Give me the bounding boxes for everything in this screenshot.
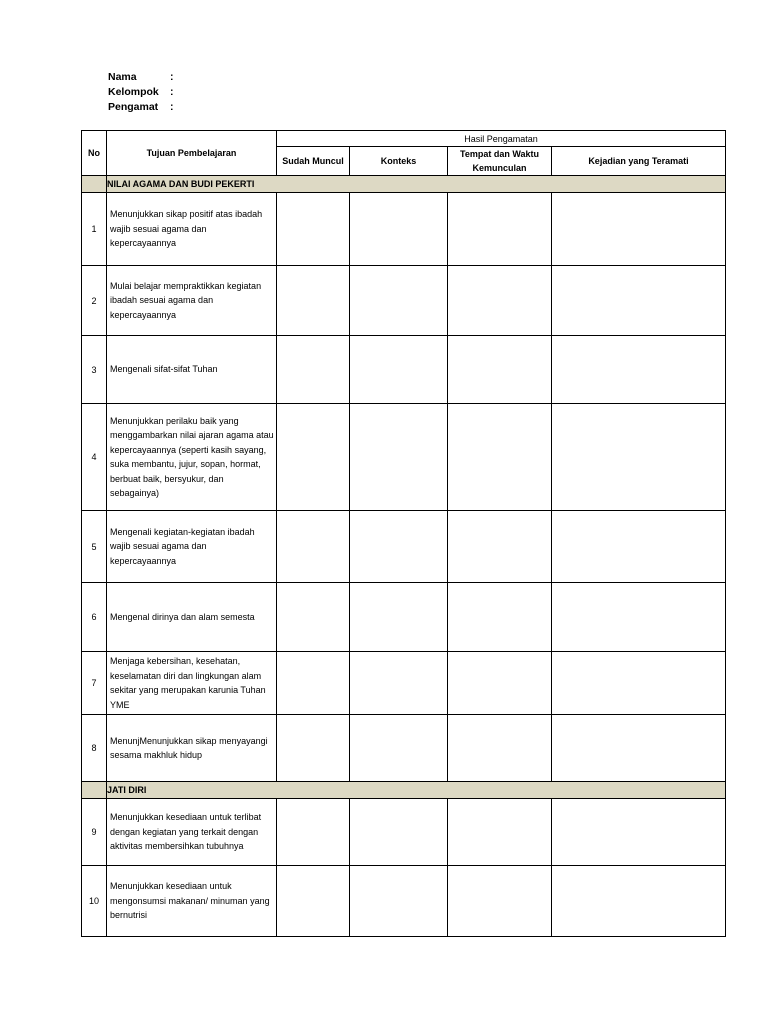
cell-tempat-waktu[interactable] [448,193,552,266]
section-title: JATI DIRI [107,782,726,799]
row-no: 8 [82,715,107,782]
field-label: Kelompok [108,86,159,98]
row-no: 2 [82,266,107,336]
row-no: 3 [82,336,107,404]
section-blank-cell [82,176,107,193]
cell-kejadian[interactable] [552,336,726,404]
cell-tempat-waktu[interactable] [448,652,552,715]
cell-sudah-muncul[interactable] [277,583,350,652]
cell-konteks[interactable] [350,583,448,652]
table-row [82,404,726,511]
cell-tempat-waktu[interactable] [448,583,552,652]
row-no: 6 [82,583,107,652]
field-nama [108,70,178,85]
field-colon: : [170,101,174,113]
header-konteks: Konteks [350,147,448,176]
cell-konteks[interactable] [350,336,448,404]
header-sudah-muncul: Sudah Muncul [277,147,350,176]
header-tempat-waktu: Tempat dan Waktu Kemunculan [448,147,552,176]
cell-kejadian[interactable] [552,799,726,866]
section-blank-cell [82,782,107,799]
row-tujuan: Mulai belajar mempraktikkan kegiatan ibadah sesuai agama dan kepercayaannya [107,266,277,336]
observation-table [81,130,726,937]
cell-sudah-muncul[interactable] [277,715,350,782]
header-no: No [82,131,107,176]
cell-kejadian[interactable] [552,193,726,266]
table-row [82,511,726,583]
cell-kejadian[interactable] [552,652,726,715]
section-row [82,176,726,193]
row-tujuan: Mengenali sifat-sifat Tuhan [107,336,277,404]
cell-konteks[interactable] [350,715,448,782]
row-tujuan: Menunjukkan sikap positif atas ibadah wajib sesuai agama dan kepercayaannya [107,193,277,266]
row-no: 10 [82,866,107,937]
header-kejadian: Kejadian yang Teramati [552,147,726,176]
table-row [82,336,726,404]
cell-tempat-waktu[interactable] [448,336,552,404]
cell-tempat-waktu[interactable] [448,511,552,583]
row-tujuan: Menunjukkan kesediaan untuk mengonsumsi makanan/ minuman yang bernutrisi [107,866,277,937]
cell-sudah-muncul[interactable] [277,799,350,866]
table-row [82,652,726,715]
cell-sudah-muncul[interactable] [277,866,350,937]
row-tujuan: Menunjukkan kesediaan untuk terlibat dengan kegiatan yang terkait dengan aktivitas membersihkan tubuhnya [107,799,277,866]
cell-tempat-waktu[interactable] [448,266,552,336]
table-row [82,266,726,336]
row-no: 9 [82,799,107,866]
table-row [82,866,726,937]
cell-sudah-muncul[interactable] [277,652,350,715]
table-row [82,715,726,782]
cell-sudah-muncul[interactable] [277,266,350,336]
cell-sudah-muncul[interactable] [277,511,350,583]
section-title: NILAI AGAMA DAN BUDI PEKERTI [107,176,726,193]
table-row [82,799,726,866]
cell-konteks[interactable] [350,404,448,511]
identity-fields [108,70,178,115]
cell-kejadian[interactable] [552,583,726,652]
cell-sudah-muncul[interactable] [277,193,350,266]
header-tujuan: Tujuan Pembelajaran [107,131,277,176]
field-kelompok [108,85,178,100]
cell-tempat-waktu[interactable] [448,866,552,937]
row-tujuan: Menjaga kebersihan, kesehatan, keselamatan diri dan lingkungan alam sekitar yang merupakan karunia Tuhan YME [107,652,277,715]
cell-tempat-waktu[interactable] [448,404,552,511]
cell-konteks[interactable] [350,511,448,583]
cell-kejadian[interactable] [552,511,726,583]
row-tujuan: Mengenali kegiatan-kegiatan ibadah wajib sesuai agama dan kepercayaannya [107,511,277,583]
cell-konteks[interactable] [350,266,448,336]
field-label: Nama [108,71,137,83]
cell-konteks[interactable] [350,866,448,937]
row-no: 7 [82,652,107,715]
row-tujuan: MenunjMenunjukkan sikap menyayangi sesama makhluk hidup [107,715,277,782]
row-no: 1 [82,193,107,266]
field-colon: : [170,71,174,83]
section-row [82,782,726,799]
row-tujuan: Menunjukkan perilaku baik yang menggambarkan nilai ajaran agama atau kepercayaannya (seperti kasih sayang, suka membantu, jujur, sopan, hormat, berbuat baik, bersyukur, dan sebagainya) [107,404,277,511]
cell-sudah-muncul[interactable] [277,404,350,511]
cell-tempat-waktu[interactable] [448,715,552,782]
field-colon: : [170,86,174,98]
field-label: Pengamat [108,101,159,113]
cell-kejadian[interactable] [552,866,726,937]
table-row [82,583,726,652]
cell-tempat-waktu[interactable] [448,799,552,866]
row-no: 4 [82,404,107,511]
table-row [82,193,726,266]
cell-kejadian[interactable] [552,266,726,336]
cell-kejadian[interactable] [552,404,726,511]
row-tujuan: Mengenal dirinya dan alam semesta [107,583,277,652]
field-pengamat [108,100,178,115]
cell-sudah-muncul[interactable] [277,336,350,404]
cell-konteks[interactable] [350,652,448,715]
header-hasil-pengamatan: Hasil Pengamatan [277,131,726,147]
row-no: 5 [82,511,107,583]
cell-konteks[interactable] [350,799,448,866]
cell-konteks[interactable] [350,193,448,266]
cell-kejadian[interactable] [552,715,726,782]
